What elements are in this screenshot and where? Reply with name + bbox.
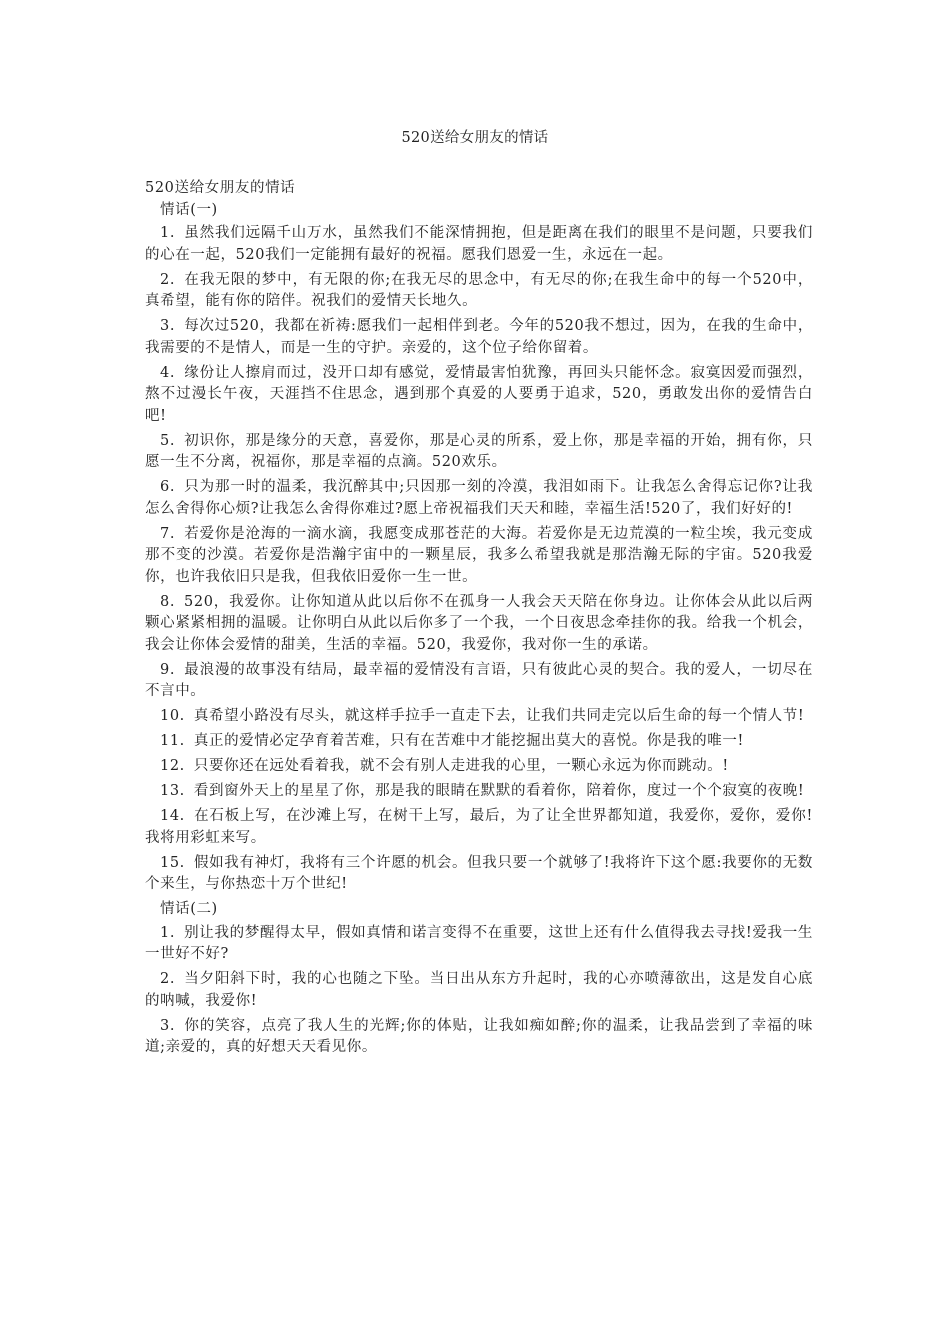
list-item bbox=[145, 477, 813, 520]
item-text: 缘份让人擦肩而过，没开口却有感觉，爱情最害怕犹豫，再回头只能怀念。寂寞因爱而强烈，熬不过漫长午夜，天涯挡不住思念，遇到那个真爱的人要勇于追求，520，勇敢发出你的爱情告白吧! bbox=[145, 364, 813, 424]
item-number: 10. bbox=[160, 708, 185, 724]
item-number: 1. bbox=[160, 924, 176, 941]
item-number: 15. bbox=[160, 854, 185, 871]
item-number: 2. bbox=[160, 971, 176, 987]
list-item bbox=[145, 969, 813, 1012]
item-number: 3. bbox=[160, 1017, 176, 1034]
list-item bbox=[145, 1016, 813, 1059]
item-number: 3. bbox=[160, 318, 176, 334]
item-number: 4. bbox=[160, 364, 176, 381]
item-text: 初识你，那是缘分的天意，喜爱你，那是心灵的所系，爱上你，那是幸福的开始，拥有你，只愿一生不分离，祝福你，那是幸福的点滴。520欢乐。 bbox=[145, 432, 813, 470]
list-item bbox=[145, 524, 813, 589]
item-text: 虽然我们远隔千山万水，虽然我们不能深情拥抱，但是距离在我们的眼里不是问题，只要我们的心在一起，520我们一定能拥有最好的祝福。愿我们恩爱一生，永远在一起。 bbox=[145, 225, 813, 263]
list-item bbox=[145, 223, 813, 266]
list-item bbox=[145, 592, 813, 657]
list-item bbox=[145, 270, 813, 313]
list-item bbox=[145, 853, 813, 896]
list-item bbox=[145, 431, 813, 474]
item-text: 你的笑容，点亮了我人生的光辉;你的体贴，让我如痴如醉;你的温柔，让我品尝到了幸福的味道;亲爱的，真的好想天天看见你。 bbox=[145, 1017, 813, 1055]
document-subtitle: 520送给女朋友的情话 bbox=[145, 180, 296, 196]
item-number: 1. bbox=[160, 225, 176, 241]
item-text: 在石板上写，在沙滩上写，在树干上写，最后，为了让全世界都知道，我爱你，爱你，爱你!我将用彩虹来写。 bbox=[145, 808, 813, 846]
item-text: 当夕阳斜下时，我的心也随之下坠。当日出从东方升起时，我的心亦喷薄欲出，这是发自心底的呐喊，我爱你! bbox=[145, 971, 813, 1009]
list-item bbox=[145, 731, 813, 753]
item-number: 5. bbox=[160, 432, 176, 449]
item-text: 真希望小路没有尽头，就这样手拉手一直走下去，让我们共同走完以后生命的每一个情人节! bbox=[193, 708, 805, 724]
list-item bbox=[145, 923, 813, 966]
item-number: 6. bbox=[160, 479, 176, 495]
list-item bbox=[145, 806, 813, 849]
item-text: 在我无限的梦中，有无限的你;在我无尽的思念中，有无尽的你;在我生命中的每一个520中，真希望，能有你的陪伴。祝我们的爱情天长地久。 bbox=[145, 271, 813, 309]
item-text: 看到窗外天上的星星了你，那是我的眼睛在默默的看着你，陪着你，度过一个个寂寞的夜晚! bbox=[193, 783, 805, 799]
item-text: 每次过520，我都在祈祷:愿我们一起相伴到老。今年的520我不想过，因为，在我的生命中，我需要的不是情人，而是一生的守护。亲爱的，这个位子给你留着。 bbox=[145, 318, 813, 356]
item-text: 假如我有神灯，我将有三个许愿的机会。但我只要一个就够了!我将许下这个愿:我要你的无数个来生，与你热恋十万个世纪! bbox=[145, 854, 813, 892]
section-heading: 情话(二) bbox=[160, 901, 218, 917]
list-item bbox=[145, 781, 813, 803]
list-item bbox=[145, 363, 813, 428]
item-text: 520，我爱你。让你知道从此以后你不在孤身一人我会天天陪在你身边。让你体会从此以后两颗心紧紧相拥的温暖。让你明白从此以后你多了一个我，一个日夜思念牵挂你的我。给我一个机会，我会让你体会爱情的甜美，生活的幸福。520，我爱你，我对你一生的承诺。 bbox=[145, 593, 813, 653]
item-text: 最浪漫的故事没有结局，最幸福的爱情没有言语，只有彼此心灵的契合。我的爱人，一切尽在不言中。 bbox=[145, 661, 813, 699]
item-number: 14. bbox=[160, 808, 185, 824]
item-number: 11. bbox=[160, 733, 185, 749]
item-text: 只要你还在远处看着我，就不会有别人走进我的心里，一颗心永远为你而跳动。! bbox=[193, 758, 729, 774]
list-item bbox=[145, 316, 813, 359]
item-number: 13. bbox=[160, 783, 185, 799]
item-text: 真正的爱情必定孕育着苦难，只有在苦难中才能挖掘出莫大的喜悦。你是我的唯一! bbox=[193, 733, 744, 749]
item-text: 若爱你是沧海的一滴水滴，我愿变成那苍茫的大海。若爱你是无边荒漠的一粒尘埃，我元变成那不变的沙漠。若爱你是浩瀚宇宙中的一颗星辰，我多么希望我就是那浩瀚无际的宇宙。520我爱你，也许我依旧只是我，但我依旧爱你一生一世。 bbox=[145, 525, 813, 585]
list-item bbox=[145, 756, 813, 778]
section-heading: 情话(一) bbox=[160, 201, 218, 218]
item-number: 7. bbox=[160, 525, 176, 542]
item-number: 9. bbox=[160, 661, 176, 678]
item-number: 8. bbox=[160, 593, 176, 610]
item-number: 12. bbox=[160, 758, 185, 774]
item-number: 2. bbox=[160, 271, 176, 288]
document-body bbox=[145, 178, 813, 1062]
list-item bbox=[145, 660, 813, 703]
item-text: 只为那一时的温柔，我沉醉其中;只因那一刻的冷漠，我泪如雨下。让我怎么舍得忘记你?让我怎么舍得你心烦?让我怎么舍得你难过?愿上帝祝福我们天天和睦，幸福生活!520了，我们好好的! bbox=[145, 479, 813, 517]
document-title: 520送给女朋友的情话 bbox=[401, 130, 549, 146]
item-text: 别让我的梦醒得太早，假如真情和诺言变得不在重要，这世上还有什么值得我去寻找!爱我一生一世好不好? bbox=[145, 924, 813, 962]
list-item bbox=[145, 706, 813, 728]
